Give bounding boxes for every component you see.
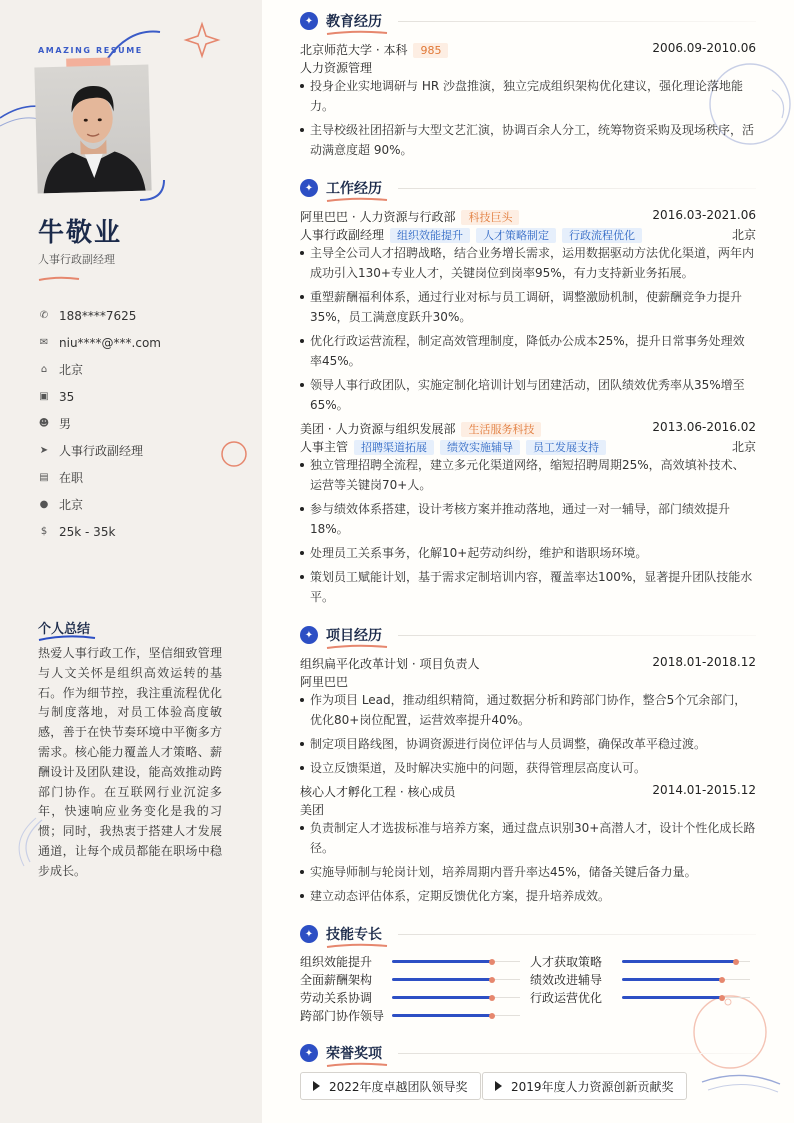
list-item: 参与绩效体系搭建，设计考核方案并推动落地，通过一对一辅导，部门绩效提升18%。 [300,499,756,539]
info-gender [38,410,248,437]
list-item: 重塑薪酬福利体系，通过行业对标与员工调研，调整激励机制，使薪酬竞争力提升35%，员工满意度跃升30%。 [300,287,756,327]
skill-level-bar [392,1014,520,1018]
section-education [300,11,756,35]
project-org: 阿里巴巴 [300,675,349,689]
skill-level-dot [733,959,739,965]
section-heading: 工作经历 [326,181,382,197]
skill-fill [622,996,722,999]
info-text: 在职 [59,471,84,485]
summary-heading: 个人总结 [38,622,91,637]
project-name-row [300,655,756,672]
skill-level-bar [392,960,520,964]
skill-item [300,989,520,1007]
job-role: 人事行政副经理 [300,228,385,242]
send-icon: ➤ [39,445,49,456]
avatar [34,65,151,194]
summary-underline [38,634,96,642]
info-text: 188****7625 [59,308,137,323]
skill-level-dot [719,995,725,1001]
skill-level-bar [392,996,520,1000]
section-badge-icon: ✦ [300,1044,318,1062]
list-item: 投身企业实地调研与 HR 沙盘推演，独立完成组织架构优化建议，强化理论落地能力。 [300,76,756,116]
edu-period: 2006.09-2010.06 [652,41,756,55]
info-text: 人事行政副经理 [59,444,144,458]
heading-underline [326,644,388,650]
skill-item [300,953,520,971]
role-tag: 人才策略制定 [476,228,556,243]
section-rule [398,1053,756,1054]
edu-bullets [300,76,756,164]
info-target-role [38,437,248,464]
company-tag: 生活服务科技 [461,422,541,437]
section-rule [398,21,756,22]
contact-info [38,302,248,545]
candidate-name: 牛敬业 [38,218,123,248]
skill-fill [622,960,736,963]
home-icon: ⌂ [40,364,48,375]
edu-school: 北京师范大学 · 本科 [300,43,408,57]
project-bullets [300,690,756,782]
info-phone [38,302,248,329]
cake-icon: ▣ [39,391,49,402]
list-item: 建立动态评估体系，定期反馈优化方案，提升培养成效。 [300,886,756,906]
skill-name: 跨部门协作领导 [300,1009,385,1023]
info-text: 男 [59,417,72,431]
salary-icon: $ [40,526,48,537]
list-item: 主导校级社团招新与大型文艺汇演，协调百余人分工，统筹物资采购及现场秩序，活动满意度超 90%。 [300,120,756,160]
skill-level-dot [719,977,725,983]
section-rule [398,188,756,189]
section-rule [398,635,756,636]
job-role-row [300,226,756,243]
skill-level-dot [489,995,495,1001]
list-item: 领导人事行政团队，实施定制化培训计划与团建活动，团队绩效优秀率从35%增至65%。 [300,375,756,415]
job-bullets [300,243,756,419]
skill-level-bar [622,960,750,964]
project-name-row [300,783,756,800]
job-bullets [300,455,756,611]
list-item: 处理员工关系事务，化解10+起劳动纠纷，维护和谐职场环境。 [300,543,756,563]
section-work [300,178,756,202]
info-location [38,491,248,518]
role-tag: 员工发展支持 [526,440,606,455]
list-item: 制定项目路线图，协调资源进行岗位评估与人员调整，确保改革平稳过渡。 [300,734,756,754]
job-role: 人事主管 [300,440,349,454]
section-heading: 技能专长 [326,927,382,943]
profile-photo [34,65,151,194]
skill-name: 行政运营优化 [530,991,603,1005]
skill-level-dot [489,959,495,965]
role-tag: 组织效能提升 [390,228,470,243]
list-item: 设立反馈渠道，及时解决实施中的问题，获得管理层高度认可。 [300,758,756,778]
skill-fill [392,960,492,963]
skill-fill [392,996,492,999]
company-tag: 科技巨头 [461,210,519,225]
section-skills [300,924,756,948]
list-item: 主导全公司人才招聘战略，结合业务增长需求，运用数据驱动方法优化渠道，两年内成功引入130+专业人才，关键岗位到岗率95%，有力支持新业务拓展。 [300,243,756,283]
role-tag: 行政流程优化 [562,228,642,243]
heading-underline [326,197,388,203]
list-item: 策划员工赋能计划，基于需求定制培训内容，覆盖率达100%，显著提升团队技能水平。 [300,567,756,607]
job-city: 北京 [731,440,756,454]
project-org: 美团 [300,803,325,817]
info-text: 25k - 35k [59,524,116,539]
skill-name: 劳动关系协调 [300,991,373,1005]
job-period: 2013.06-2016.02 [652,420,756,434]
project-name: 组织扁平化改革计划 · 项目负责人 [300,657,480,671]
job-city: 北京 [731,228,756,242]
play-icon [495,1081,502,1091]
brand-label: AMAZING RESUME [38,46,143,55]
briefcase-icon: ▤ [39,472,49,483]
section-badge-icon: ✦ [300,925,318,943]
job-company: 阿里巴巴 · 人力资源与行政部 [300,210,456,224]
role-tag: 绩效实施辅导 [440,440,520,455]
skill-fill [392,978,492,981]
section-heading: 项目经历 [326,628,382,644]
main-content [262,0,794,1123]
edu-tag: 985 [413,43,448,58]
info-age [38,383,248,410]
job-role-row [300,438,756,455]
award-item [482,1072,687,1100]
job-company: 美团 · 人力资源与组织发展部 [300,422,456,436]
info-salary [38,518,248,545]
job-company-row [300,208,756,225]
info-email [38,329,248,356]
skill-fill [392,1014,492,1017]
skill-item [300,1007,520,1025]
title-underline [38,276,80,282]
award-text: 2022年度卓越团队领导奖 [329,1079,468,1094]
project-period: 2014.01-2015.12 [652,783,756,797]
phone-icon: ✆ [39,310,49,321]
project-bullets [300,818,756,910]
info-text: niu****@***.com [59,335,161,350]
skill-item [530,971,750,989]
list-item: 作为项目 Lead，推动组织精简，通过数据分析和跨部门协作，整合5个冗余部门，优化80+岗位配置，运营效率提升40%。 [300,690,756,730]
section-badge-icon: ✦ [300,626,318,644]
project-period: 2018.01-2018.12 [652,655,756,669]
heading-underline [326,943,388,949]
info-status [38,464,248,491]
project-name: 核心人才孵化工程 · 核心成员 [300,785,456,799]
heading-underline [326,1062,388,1068]
info-text: 北京 [59,363,84,377]
award-item [300,1072,481,1100]
skill-level-dot [489,977,495,983]
skill-item [530,989,750,1007]
skill-item [530,953,750,971]
role-tag: 招聘渠道拓展 [354,440,434,455]
section-rule [398,934,756,935]
skill-item [300,971,520,989]
skill-name: 组织效能提升 [300,955,373,969]
skill-level-bar [622,978,750,982]
list-item: 负责制定人才选拔标准与培养方案，通过盘点识别30+高潜人才，设计个性化成长路径。 [300,818,756,858]
summary-text: 热爱人事行政工作，坚信细致管理与人文关怀是组织高效运转的基石。作为细节控，我注重流程优化与制度落地，对员工体验高度敏感，善于在快节奏环境中平衡多方需求。核心能力覆盖人才策略、薪酬设计及团队建设，能高效推动跨部门协作。在互联网行业沉淀多年，快速响应业务变化是我的习惯；同时，我热衷于搭建人才发展通道，让每个成员都能在职场中稳步成长。 [38,646,222,878]
sidebar [0,0,262,1123]
section-badge-icon: ✦ [300,179,318,197]
job-period: 2016.03-2021.06 [652,208,756,222]
skill-level-bar [392,978,520,982]
smile-icon: ☻ [38,418,50,429]
list-item: 优化行政运营流程，制定高效管理制度，降低办公成本25%，提升日常事务处理效率45%。 [300,331,756,371]
list-item: 实施导师制与轮岗计划，培养周期内晋升率达45%，储备关键后备力量。 [300,862,756,882]
location-pin-icon: ● [39,499,49,510]
info-text: 北京 [59,498,84,512]
info-text: 35 [59,389,75,404]
skill-level-bar [622,996,750,1000]
candidate-title: 人事行政副经理 [38,253,115,266]
section-awards [300,1043,756,1067]
section-projects [300,625,756,649]
section-heading: 教育经历 [326,14,382,30]
list-item: 独立管理招聘全流程，建立多元化渠道网络，缩短招聘周期25%，高效填补技术、运营等关键岗70+人。 [300,455,756,495]
award-text: 2019年度人力资源创新贡献奖 [511,1079,674,1094]
edu-major: 人力资源管理 [300,61,373,75]
play-icon [313,1081,320,1091]
edu-school-row [300,41,756,58]
skill-name: 人才获取策略 [530,955,603,969]
section-badge-icon: ✦ [300,12,318,30]
skill-name: 绩效改进辅导 [530,973,603,987]
heading-underline [326,30,388,36]
info-city [38,356,248,383]
mail-icon: ✉ [39,337,49,348]
job-company-row [300,420,756,437]
section-heading: 荣誉奖项 [326,1046,382,1062]
skill-fill [622,978,722,981]
skill-level-dot [489,1013,495,1019]
skill-name: 全面薪酬架构 [300,973,373,987]
